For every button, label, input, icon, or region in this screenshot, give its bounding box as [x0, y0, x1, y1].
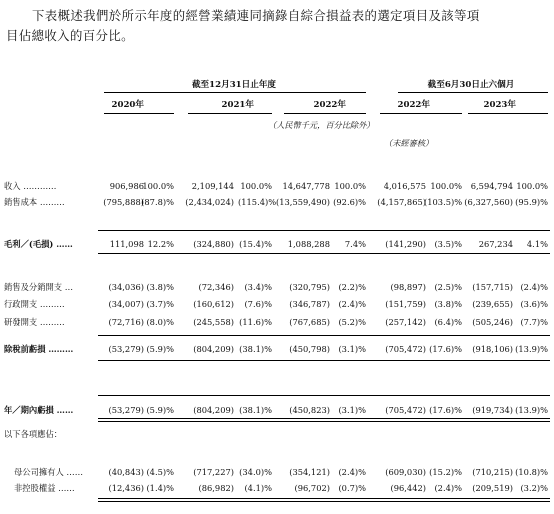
percent-cell: (2.4)%	[434, 483, 462, 493]
percent-cell: (103.5)%	[424, 197, 463, 207]
unit-note: （人民幣千元，百分比除外）	[268, 120, 375, 130]
table-row	[0, 281, 554, 293]
percent-cell: (13.9)%	[515, 405, 548, 415]
percent-cell: (2.4)%	[338, 299, 366, 309]
table-row	[0, 298, 554, 310]
table-row	[0, 316, 554, 328]
amount-cell: (96,442)	[390, 483, 426, 493]
intro-line-2: 目佔總收入的百分比。	[6, 28, 134, 43]
percent-cell: (13.9)%	[515, 344, 548, 354]
row-label: 母公司擁有人 ……	[14, 467, 84, 477]
percent-cell: (3.6)%	[520, 299, 548, 309]
net-loss-double-rule	[98, 418, 550, 422]
year-header-2022-h1: 2022年	[397, 100, 430, 110]
table-row	[0, 238, 554, 250]
percent-cell: (3.1)%	[338, 405, 366, 415]
percent-cell: 100.0%	[430, 181, 462, 191]
amount-cell: (13,559,490)	[276, 197, 330, 207]
amount-cell: (795,888)	[103, 197, 144, 207]
percent-cell: 100.0%	[142, 181, 174, 191]
amount-cell: (257,142)	[385, 317, 426, 327]
amount-cell: (320,795)	[289, 282, 330, 292]
unaudited-note: （未經審核）	[384, 138, 434, 148]
amount-cell: (717,227)	[193, 467, 234, 477]
table-row	[0, 343, 554, 355]
amount-cell: (239,655)	[472, 299, 513, 309]
percent-cell: 100.0%	[516, 181, 548, 191]
amount-cell: (209,519)	[472, 483, 513, 493]
amount-cell: 1,088,288	[287, 239, 330, 249]
amount-cell: (505,246)	[472, 317, 513, 327]
row-label: 毛利／(毛損) ……	[4, 239, 73, 249]
group-header-fiscal-year: 截至12月31日止年度	[191, 80, 277, 90]
percent-cell: (5.9)%	[146, 344, 174, 354]
group-header-six-months-rule	[398, 92, 548, 93]
amount-cell: (72,716)	[108, 317, 144, 327]
amount-cell: (4,157,865)	[377, 197, 426, 207]
percent-cell: (38.1)%	[239, 344, 272, 354]
percent-cell: (115.4)%	[238, 197, 277, 207]
amount-cell: (96,702)	[294, 483, 330, 493]
percent-cell: 100.0%	[240, 181, 272, 191]
amount-cell: (705,472)	[385, 344, 426, 354]
subtotal-rule-2	[98, 335, 550, 336]
row-label: 收入 …………	[4, 181, 57, 191]
percent-cell: 4.1%	[526, 239, 548, 249]
amount-cell: 6,594,794	[470, 181, 513, 191]
percent-cell: (4.1)%	[244, 483, 272, 493]
gross-profit-rule	[98, 253, 550, 254]
amount-cell: 111,098	[109, 239, 144, 249]
percent-cell: (87.8)%	[141, 197, 174, 207]
amount-cell: 906,986	[109, 181, 144, 191]
row-label: 非控股權益 ……	[14, 483, 75, 493]
percent-cell: (5.2)%	[338, 317, 366, 327]
amount-cell: (710,215)	[472, 467, 513, 477]
percent-cell: (2.2)%	[338, 282, 366, 292]
amount-cell: (157,715)	[472, 282, 513, 292]
amount-cell: (53,279)	[108, 344, 144, 354]
table-row	[0, 466, 554, 478]
year-header-2020: 2020年	[111, 100, 144, 110]
row-label: 銷售成本 ………	[4, 197, 65, 207]
amount-cell: (245,558)	[193, 317, 234, 327]
percent-cell: (2.4)%	[338, 467, 366, 477]
amount-cell: (141,290)	[385, 239, 426, 249]
amount-cell: (450,823)	[289, 405, 330, 415]
percent-cell: (10.8)%	[515, 467, 548, 477]
amount-cell: (705,472)	[385, 405, 426, 415]
amount-cell: (918,106)	[472, 344, 513, 354]
percent-cell: (7.7)%	[520, 317, 548, 327]
percent-cell: (0.7)%	[338, 483, 366, 493]
amount-cell: 267,234	[478, 239, 513, 249]
group-header-fiscal-year-rule	[104, 92, 366, 93]
year-rule-2022-h1	[380, 113, 462, 114]
percent-cell: (3.4)%	[244, 282, 272, 292]
pretax-loss-rule	[98, 360, 550, 361]
year-rule-2022	[284, 113, 366, 114]
amount-cell: (919,734)	[472, 405, 513, 415]
percent-cell: (3.7)%	[146, 299, 174, 309]
amount-cell: 2,109,144	[191, 181, 234, 191]
amount-cell: (2,434,024)	[185, 197, 234, 207]
amount-cell: (767,685)	[289, 317, 330, 327]
net-loss-rule-top	[98, 395, 550, 396]
percent-cell: 7.4%	[344, 239, 366, 249]
percent-cell: 100.0%	[334, 181, 366, 191]
year-header-2023-h1: 2023年	[483, 100, 516, 110]
percent-cell: (3.8)%	[434, 299, 462, 309]
percent-cell: (5.9)%	[146, 405, 174, 415]
intro-paragraph	[6, 6, 548, 46]
amount-cell: (346,787)	[289, 299, 330, 309]
percent-cell: (38.1)%	[239, 405, 272, 415]
row-label: 研發開支 ………	[4, 317, 65, 327]
row-label: 除稅前虧損 ………	[4, 344, 74, 354]
row-label: 年／期內虧損 ……	[4, 405, 74, 415]
intro-line-1: 下表概述我們於所示年度的經營業績連同摘錄自綜合損益表的選定項目及該等項	[32, 8, 480, 23]
percent-cell: (3.1)%	[338, 344, 366, 354]
percent-cell: (8.0)%	[146, 317, 174, 327]
amount-cell: (6,327,560)	[464, 197, 513, 207]
row-label: 以下各項應佔：	[4, 429, 63, 439]
percent-cell: (6.4)%	[434, 317, 462, 327]
amount-cell: (34,007)	[108, 299, 144, 309]
amount-cell: (151,759)	[385, 299, 426, 309]
percent-cell: (15.4)%	[239, 239, 272, 249]
percent-cell: (7.6)%	[244, 299, 272, 309]
amount-cell: (324,880)	[193, 239, 234, 249]
percent-cell: 12.2%	[147, 239, 174, 249]
amount-cell: (40,843)	[108, 467, 144, 477]
amount-cell: (34,036)	[108, 282, 144, 292]
percent-cell: (2.4)%	[520, 282, 548, 292]
year-rule-2023-h1	[468, 113, 548, 114]
amount-cell: (72,346)	[198, 282, 234, 292]
amount-cell: (12,436)	[108, 483, 144, 493]
percent-cell: (3.8)%	[146, 282, 174, 292]
table-row	[0, 428, 554, 440]
amount-cell: 14,647,778	[282, 181, 330, 191]
amount-cell: (160,612)	[193, 299, 234, 309]
attributable-double-rule	[98, 498, 550, 502]
percent-cell: (4.5)%	[146, 467, 174, 477]
percent-cell: (15.2)%	[429, 467, 462, 477]
year-rule-2021	[188, 113, 272, 114]
amount-cell: 4,016,575	[383, 181, 426, 191]
amount-cell: (354,121)	[289, 467, 330, 477]
percent-cell: (95.9)%	[515, 197, 548, 207]
amount-cell: (609,030)	[385, 467, 426, 477]
year-rule-2020	[104, 113, 174, 114]
amount-cell: (804,209)	[193, 344, 234, 354]
percent-cell: (34.0)%	[239, 467, 272, 477]
row-label: 銷售及分銷開支 …	[4, 282, 74, 292]
table-row	[0, 196, 554, 208]
amount-cell: (98,897)	[390, 282, 426, 292]
amount-cell: (450,798)	[289, 344, 330, 354]
amount-cell: (804,209)	[193, 405, 234, 415]
percent-cell: (17.6)%	[429, 344, 462, 354]
percent-cell: (92.6)%	[333, 197, 366, 207]
percent-cell: (3.5)%	[434, 239, 462, 249]
amount-cell: (86,982)	[198, 483, 234, 493]
table-row	[0, 482, 554, 494]
subtotal-rule-1	[98, 230, 550, 231]
table-row	[0, 404, 554, 416]
percent-cell: (17.6)%	[429, 405, 462, 415]
year-header-2021: 2021年	[221, 100, 254, 110]
table-row	[0, 180, 554, 192]
amount-cell: (53,279)	[108, 405, 144, 415]
year-header-2022: 2022年	[313, 100, 346, 110]
percent-cell: (2.5)%	[434, 282, 462, 292]
group-header-six-months: 截至6月30日止六個月	[427, 80, 515, 90]
percent-cell: (11.6)%	[239, 317, 272, 327]
percent-cell: (1.4)%	[146, 483, 174, 493]
row-label: 行政開支 ………	[4, 299, 65, 309]
percent-cell: (3.2)%	[520, 483, 548, 493]
